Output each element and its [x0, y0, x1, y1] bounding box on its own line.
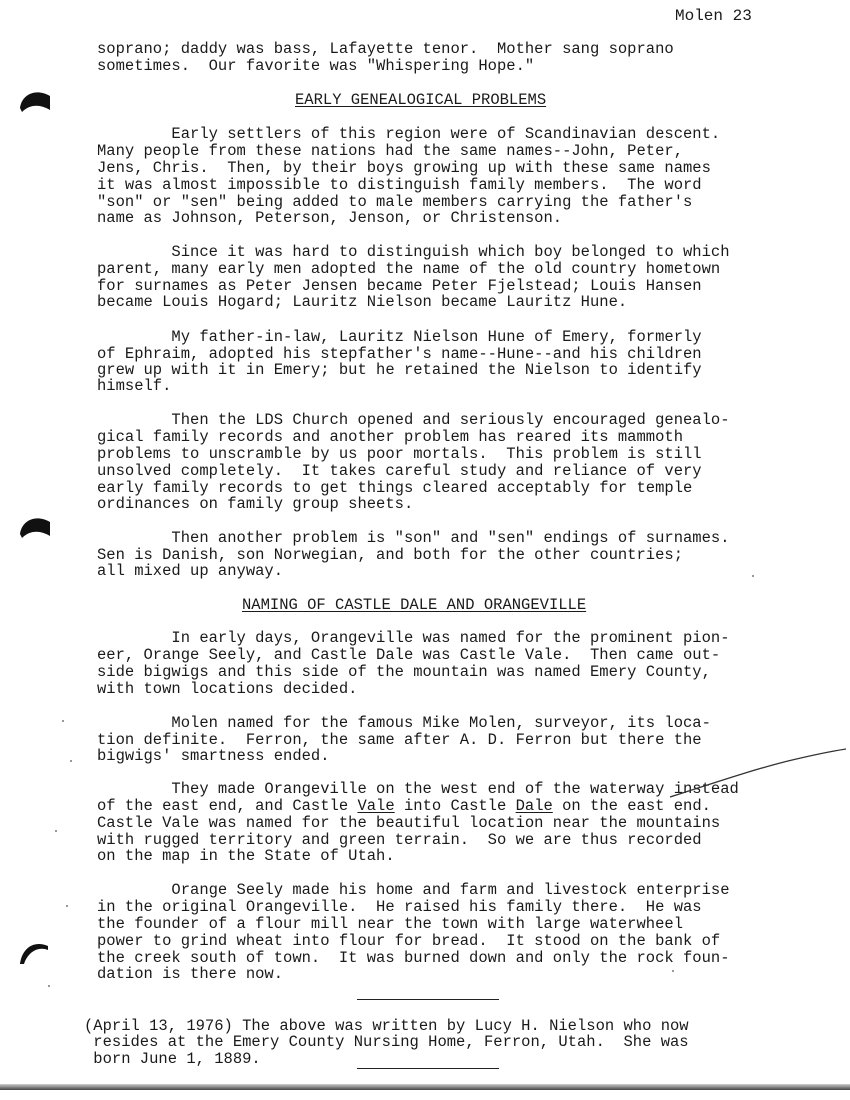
text-line: My father-in-law, Lauritz Nielson Hune of Emery, formerly [97, 328, 702, 346]
text-segment: of the east end, and Castle [97, 797, 358, 815]
text-line: early family records to get things cleared acceptably for temple [97, 479, 693, 497]
scan-speckle [62, 720, 64, 722]
scan-speckle [672, 970, 674, 972]
text-line: eer, Orange Seely, and Castle Dale was Castle Vale. Then came out- [97, 646, 721, 664]
text-segment: on the east end. [552, 797, 711, 815]
text-line: for surnames as Peter Jensen became Peter Fjelstead; Louis Hansen [97, 277, 702, 295]
text-line: grew up with it in Emery; but he retained the Nielson to identify [97, 361, 702, 379]
footnote-line: born June 1, 1889. [84, 1050, 261, 1068]
text-line: problems to unscramble by us poor mortals. This problem is still [97, 445, 702, 463]
text-line: soprano; daddy was bass, Lafayette tenor. Mother sang soprano [97, 40, 674, 58]
text-line: Many people from these nations had the same names--John, Peter, [97, 142, 683, 160]
text-line: gical family records and another problem has reared its mammoth [97, 428, 683, 446]
text-line: Orange Seely made his home and farm and livestock enterprise [97, 881, 730, 899]
scan-speckle [70, 760, 72, 762]
separator-rule [357, 1068, 499, 1069]
text-segment: into Castle [394, 797, 516, 815]
text-line: parent, many early men adopted the name of the old country hometown [97, 260, 721, 278]
text-line: on the map in the State of Utah. [97, 847, 395, 865]
text-line: They made Orangeville on the west end of the waterway instead [97, 780, 739, 798]
text-line: ordinances on family group sheets. [97, 495, 414, 513]
footnote-line: (April 13, 1976) The above was written by Lucy H. Nielson who now [84, 1017, 689, 1035]
text-line: In early days, Orangeville was named for the prominent pion- [97, 629, 730, 647]
scan-speckle [55, 830, 57, 832]
text-line: the creek south of town. It was burned down and only the rock foun- [97, 949, 730, 967]
text-line: Then the LDS Church opened and seriously encouraged genealo- [97, 411, 730, 429]
underlined-word-dale: Dale [515, 797, 553, 815]
text-line: of Ephraim, adopted his stepfather's name--Hune--and his children [97, 345, 702, 363]
text-line: tion definite. Ferron, the same after A. D. Ferron but there the [97, 731, 702, 749]
text-line: power to grind wheat into flour for bread. It stood on the bank of [97, 932, 721, 950]
text-line-castle-names [97, 798, 711, 815]
section-heading-naming: NAMING OF CASTLE DALE AND ORANGEVILLE [242, 596, 587, 614]
section-heading-genealogical: EARLY GENEALOGICAL PROBLEMS [295, 91, 547, 109]
text-line: himself. [97, 377, 172, 395]
underlined-word-vale: Vale [357, 797, 395, 815]
text-line: bigwigs' smartness ended. [97, 747, 330, 765]
text-line: unsolved completely. It takes careful study and reliance of very [97, 462, 702, 480]
punch-hole-mark [18, 86, 52, 116]
text-line: Early settlers of this region were of Scandinavian descent. [97, 125, 721, 143]
text-line: the founder of a flour mill near the town with large waterwheel [97, 915, 683, 933]
text-line: "son" or "sen" being added to male members carrying the father's [97, 193, 693, 211]
text-line: with town locations decided. [97, 680, 358, 698]
text-line: it was almost impossible to distinguish family members. The word [97, 176, 702, 194]
page-bottom-edge [0, 1084, 850, 1090]
punch-hole-mark [18, 512, 52, 542]
footnote-line: resides at the Emery County Nursing Home, Ferron, Utah. She was [84, 1033, 689, 1051]
text-line: name as Johnson, Peterson, Jenson, or Christenson. [97, 209, 563, 227]
text-line: dation is there now. [97, 965, 284, 983]
text-line: Then another problem is "son" and "sen" endings of surnames. [97, 529, 730, 547]
text-line: became Louis Hogard; Lauritz Nielson became Lauritz Hune. [97, 293, 628, 311]
text-line: Castle Vale was named for the beautiful location near the mountains [97, 814, 721, 832]
text-line: all mixed up anyway. [97, 562, 284, 580]
text-line: side bigwigs and this side of the mountain was named Emery County, [97, 663, 711, 681]
text-line: in the original Orangeville. He raised his family there. He was [97, 898, 702, 916]
text-line: Jens, Chris. Then, by their boys growing up with these same names [97, 159, 711, 177]
punch-hole-mark [18, 938, 52, 968]
page-number-header: Molen 23 [675, 7, 752, 25]
scan-speckle [752, 575, 754, 577]
text-line: Molen named for the famous Mike Molen, surveyor, its loca- [97, 714, 711, 732]
scan-speckle [48, 985, 50, 987]
separator-rule [357, 999, 499, 1000]
text-line: Since it was hard to distinguish which boy belonged to which [97, 243, 730, 261]
pen-stroke-mark [668, 745, 848, 805]
text-line: sometimes. Our favorite was "Whispering Hope." [97, 57, 535, 75]
scan-speckle [66, 905, 68, 907]
text-line: Sen is Danish, son Norwegian, and both for the other countries; [97, 546, 683, 564]
text-line: with rugged territory and green terrain. So we are thus recorded [97, 831, 702, 849]
